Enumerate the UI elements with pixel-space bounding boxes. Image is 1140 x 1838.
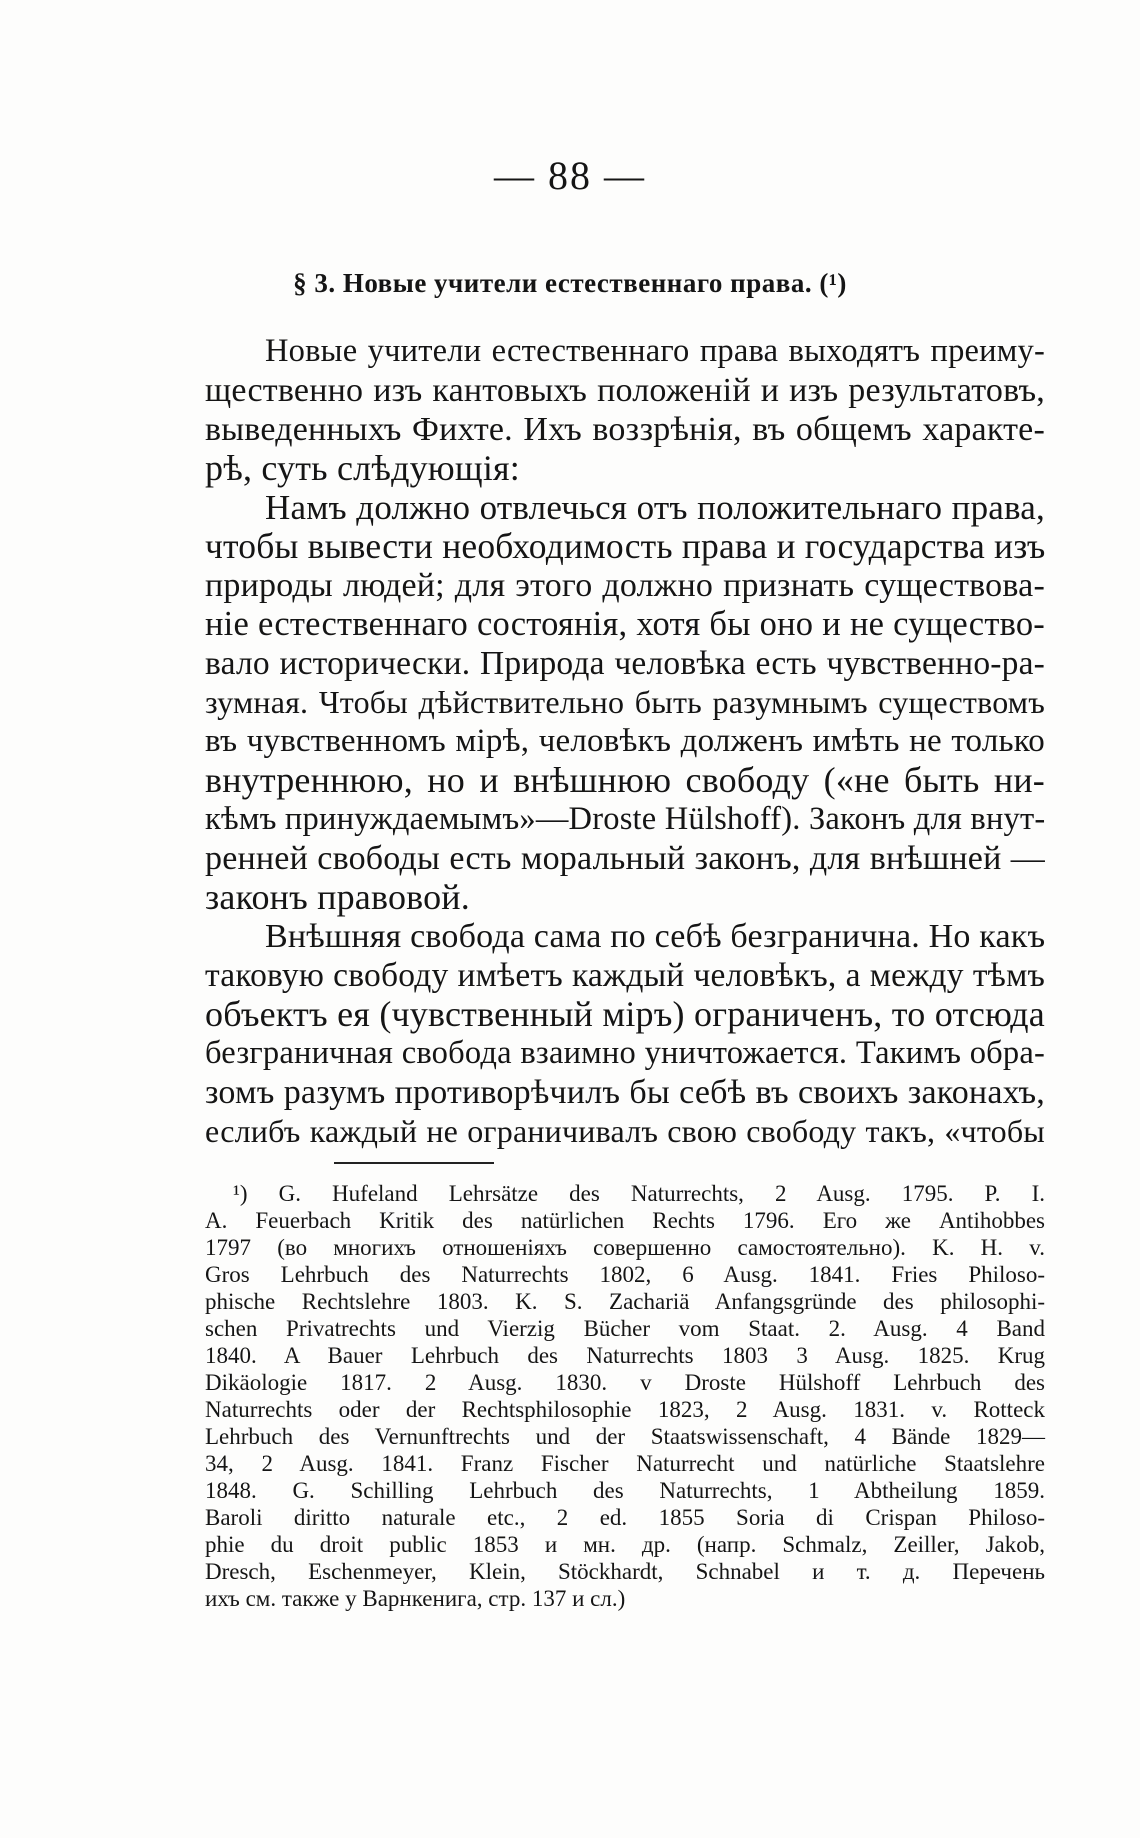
footnote-line: Gros Lehrbuch des Naturrechts 1802, 6 Ausg. 1841. Fries Philoso- xyxy=(205,1262,1045,1287)
footnote-line: Naturrechts oder der Rechtsphilosophie 1823, 2 Ausg. 1831. v. Rotteck xyxy=(205,1397,1045,1422)
text-line: Внѣшняя свобода сама по себѣ безгранична. Но какъ xyxy=(265,918,1046,955)
text-line: рѣ, суть слѣдующія: xyxy=(205,448,520,488)
text-line: зумная. Чтобы дѣйствительно быть разумнымъ существомъ xyxy=(205,684,1045,720)
footnote-line: Dikäologie 1817. 2 Ausg. 1830. v Droste Hülshoff Lehrbuch des xyxy=(205,1370,1045,1395)
footnote-line: phie du droit public 1853 и мн. др. (напр. Schmalz, Zeiller, Jakob, xyxy=(205,1532,1045,1557)
text-line: Новые учители естественнаго права выходятъ преиму- xyxy=(265,333,1045,369)
page-number: — 88 — xyxy=(494,153,646,198)
footnote-divider xyxy=(334,1162,494,1164)
footnote-line: A. Feuerbach Kritik des natürlichen Rechts 1796. Его же Antihobbes xyxy=(205,1208,1045,1233)
text-line: таковую свободу имѣетъ каждый человѣкъ, а между тѣмъ xyxy=(205,957,1045,994)
main-text xyxy=(205,332,1045,1151)
text-line: вало исторически. Природа человѣка есть чувственно-ра- xyxy=(205,645,1045,682)
section-heading: § 3. Новые учители естественнаго права. (¹) xyxy=(293,268,847,298)
text-line: безграничная свобода взаимно уничтожается. Такимъ обра- xyxy=(205,1035,1045,1071)
footnote-line: 1797 (во многихъ отношеніяхъ совершенно самостоятельно). K. H. v. xyxy=(205,1235,1045,1260)
footnote-line: Lehrbuch des Vernunftrechts und der Staatswissenschaft, 4 Bände 1829— xyxy=(205,1424,1045,1449)
text-line: объектъ ея (чувственный міръ) ограниченъ, то отсюда xyxy=(205,994,1045,1034)
footnote-line: schen Privatrechts und Vierzig Bücher vom Staat. 2. Ausg. 4 Band xyxy=(205,1316,1045,1341)
text-line: ренней свободы есть моральный законъ, для внѣшней — xyxy=(205,840,1045,877)
text-line: щественно изъ кантовыхъ положеній и изъ результатовъ, xyxy=(205,372,1045,409)
text-line: чтобы вывести необходимость права и государства изъ xyxy=(205,526,1046,566)
footnote-line: ¹) G. Hufeland Lehrsätze des Naturrechts, 2 Ausg. 1795. P. I. xyxy=(233,1181,1045,1206)
text-line: кѣмъ принуждаемымъ»—Droste Hülshoff). Законъ для внут- xyxy=(205,801,1046,837)
footnote-line: Baroli diritto naturale etc., 2 ed. 1855 Soria di Crispan Philoso- xyxy=(205,1505,1045,1530)
footnote-line: 1840. A Bauer Lehrbuch des Naturrechts 1803 3 Ausg. 1825. Krug xyxy=(205,1343,1045,1368)
text-line: Намъ должно отвлечься отъ положительнаго права, xyxy=(265,488,1045,527)
footnote-line: 1848. G. Schilling Lehrbuch des Naturrechts, 1 Abtheilung 1859. xyxy=(205,1478,1045,1503)
footnote-line: 34, 2 Ausg. 1841. Franz Fischer Naturrecht und natürliche Staatslehre xyxy=(205,1451,1045,1476)
footnotes xyxy=(205,1180,1045,1612)
footnote-line: phische Rechtslehre 1803. K. S. Zachariä Anfangsgründe des philosophi- xyxy=(205,1289,1045,1314)
text-line: природы людей; для этого должно признать существова- xyxy=(205,567,1045,604)
text-line: еслибъ каждый не ограничивалъ свою свободу такъ, «чтобы xyxy=(205,1113,1045,1149)
text-line: въ чувственномъ мірѣ, человѣкъ долженъ имѣть не только xyxy=(205,723,1045,759)
text-line: ніе естественнаго состоянія, хотя бы оно и не существо- xyxy=(205,605,1045,643)
text-line: зомъ разумъ противорѣчилъ бы себѣ въ своихъ законахъ, xyxy=(205,1074,1045,1111)
text-line: законъ правовой. xyxy=(205,877,470,917)
text-line: внутреннюю, но и внѣшнюю свободу («не быть ни- xyxy=(205,760,1045,800)
text-line: выведенныхъ Фихте. Ихъ воззрѣнія, въ общемъ характе- xyxy=(205,411,1045,448)
footnote-line: Dresch, Eschenmeyer, Klein, Stöckhardt, Schnabel и т. д. Перечень xyxy=(205,1559,1045,1584)
footnote-line: ихъ см. также у Варнкенига, стр. 137 и сл.) xyxy=(205,1586,626,1611)
